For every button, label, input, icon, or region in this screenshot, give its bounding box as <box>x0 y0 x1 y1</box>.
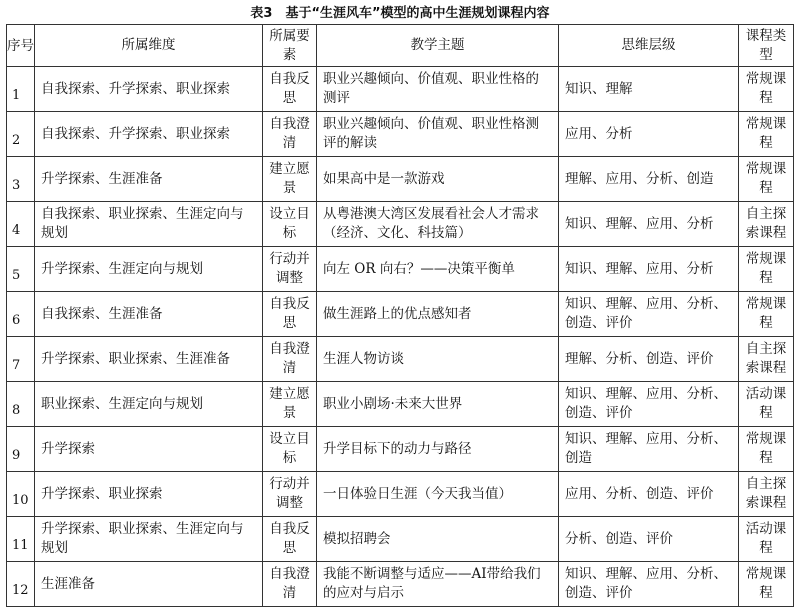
cell-type: 自主探索课程 <box>739 202 794 247</box>
table-row <box>7 382 794 427</box>
cell-thinking: 知识、理解、应用、分析、创造、评价 <box>559 292 739 337</box>
cell-type: 自主探索课程 <box>739 337 794 382</box>
cell-no: 3 <box>7 157 35 202</box>
cell-topic: 职业兴趣倾向、价值观、职业性格测评的解读 <box>317 112 559 157</box>
cell-no: 4 <box>7 202 35 247</box>
cell-no: 2 <box>7 112 35 157</box>
cell-type: 活动课程 <box>739 382 794 427</box>
cell-dimension: 生涯准备 <box>35 562 263 607</box>
cell-type: 常规课程 <box>739 157 794 202</box>
cell-dimension: 职业探索、生涯定向与规划 <box>35 382 263 427</box>
table-row <box>7 202 794 247</box>
table-row <box>7 292 794 337</box>
cell-topic: 一日体验日生涯（今天我当值） <box>317 472 559 517</box>
cell-element: 自我澄清 <box>263 562 317 607</box>
table-row <box>7 427 794 472</box>
cell-topic: 做生涯路上的优点感知者 <box>317 292 559 337</box>
cell-dimension: 自我探索、生涯准备 <box>35 292 263 337</box>
cell-type: 常规课程 <box>739 112 794 157</box>
table-header-row <box>7 25 794 67</box>
cell-no: 1 <box>7 67 35 112</box>
cell-thinking: 知识、理解、应用、分析、创造、评价 <box>559 562 739 607</box>
header-type: 课程类型 <box>739 25 794 67</box>
cell-element: 设立目标 <box>263 202 317 247</box>
cell-topic: 从粤港澳大湾区发展看社会人才需求（经济、文化、科技篇） <box>317 202 559 247</box>
cell-no: 6 <box>7 292 35 337</box>
header-no: 序号 <box>7 25 35 67</box>
cell-type: 常规课程 <box>739 562 794 607</box>
cell-topic: 向左 OR 向右？——决策平衡单 <box>317 247 559 292</box>
cell-topic: 如果高中是一款游戏 <box>317 157 559 202</box>
cell-element: 行动并调整 <box>263 472 317 517</box>
cell-thinking: 理解、应用、分析、创造 <box>559 157 739 202</box>
table-row <box>7 247 794 292</box>
cell-topic: 职业小剧场·未来大世界 <box>317 382 559 427</box>
cell-element: 行动并调整 <box>263 247 317 292</box>
cell-dimension: 升学探索、职业探索 <box>35 472 263 517</box>
cell-thinking: 知识、理解、应用、分析、创造 <box>559 427 739 472</box>
cell-element: 建立愿景 <box>263 157 317 202</box>
header-element: 所属要素 <box>263 25 317 67</box>
cell-type: 常规课程 <box>739 292 794 337</box>
header-dimension: 所属维度 <box>35 25 263 67</box>
cell-dimension: 自我探索、职业探索、生涯定向与规划 <box>35 202 263 247</box>
cell-no: 11 <box>7 517 35 562</box>
cell-topic: 我能不断调整与适应——AI带给我们的应对与启示 <box>317 562 559 607</box>
cell-type: 常规课程 <box>739 67 794 112</box>
cell-dimension: 升学探索、生涯准备 <box>35 157 263 202</box>
cell-topic: 升学目标下的动力与路径 <box>317 427 559 472</box>
cell-dimension: 自我探索、升学探索、职业探索 <box>35 67 263 112</box>
cell-dimension: 升学探索、生涯定向与规划 <box>35 247 263 292</box>
cell-dimension: 自我探索、升学探索、职业探索 <box>35 112 263 157</box>
cell-thinking: 知识、理解 <box>559 67 739 112</box>
cell-thinking: 应用、分析、创造、评价 <box>559 472 739 517</box>
cell-no: 10 <box>7 472 35 517</box>
header-topic: 教学主题 <box>317 25 559 67</box>
cell-thinking: 分析、创造、评价 <box>559 517 739 562</box>
cell-type: 活动课程 <box>739 517 794 562</box>
cell-type: 常规课程 <box>739 247 794 292</box>
header-thinking: 思维层级 <box>559 25 739 67</box>
cell-topic: 生涯人物访谈 <box>317 337 559 382</box>
cell-thinking: 知识、理解、应用、分析 <box>559 202 739 247</box>
cell-dimension: 升学探索、职业探索、生涯定向与规划 <box>35 517 263 562</box>
table-row <box>7 562 794 607</box>
cell-no: 5 <box>7 247 35 292</box>
cell-element: 设立目标 <box>263 427 317 472</box>
cell-dimension: 升学探索、职业探索、生涯准备 <box>35 337 263 382</box>
cell-element: 自我反思 <box>263 292 317 337</box>
cell-element: 自我反思 <box>263 517 317 562</box>
cell-thinking: 应用、分析 <box>559 112 739 157</box>
cell-thinking: 知识、理解、应用、分析、创造、评价 <box>559 382 739 427</box>
table-row <box>7 112 794 157</box>
cell-element: 建立愿景 <box>263 382 317 427</box>
cell-no: 7 <box>7 337 35 382</box>
table-row <box>7 517 794 562</box>
cell-dimension: 升学探索 <box>35 427 263 472</box>
curriculum-table <box>6 24 794 607</box>
cell-no: 8 <box>7 382 35 427</box>
cell-type: 常规课程 <box>739 427 794 472</box>
cell-topic: 职业兴趣倾向、价值观、职业性格的测评 <box>317 67 559 112</box>
cell-element: 自我澄清 <box>263 112 317 157</box>
cell-element: 自我澄清 <box>263 337 317 382</box>
table-row <box>7 337 794 382</box>
cell-no: 9 <box>7 427 35 472</box>
cell-thinking: 知识、理解、应用、分析 <box>559 247 739 292</box>
table-row <box>7 67 794 112</box>
table-row <box>7 157 794 202</box>
cell-thinking: 理解、分析、创造、评价 <box>559 337 739 382</box>
cell-element: 自我反思 <box>263 67 317 112</box>
cell-type: 自主探索课程 <box>739 472 794 517</box>
cell-topic: 模拟招聘会 <box>317 517 559 562</box>
cell-no: 12 <box>7 562 35 607</box>
table-row <box>7 472 794 517</box>
table-caption: 表3 基于“生涯风车”模型的高中生涯规划课程内容 <box>250 6 550 21</box>
